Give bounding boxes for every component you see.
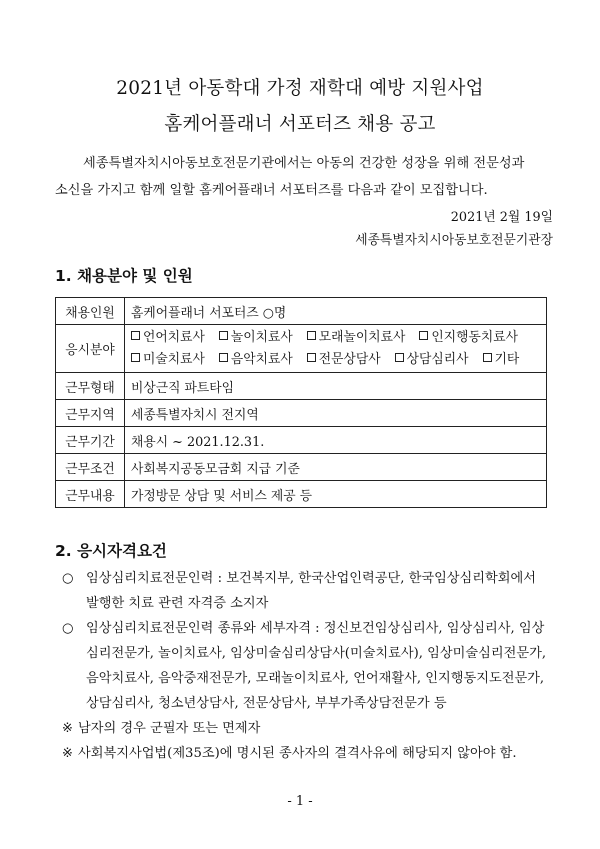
checkbox-icon [131,331,140,340]
table-row-duty [56,481,547,508]
table-row-period [56,427,547,454]
circle-bullet-icon: ○ [62,571,74,586]
checkbox-icon [307,353,316,362]
row-value: 가정방문 상담 및 서비스 제공 등 [125,481,547,508]
intro-paragraph [55,150,565,204]
row-label: 근무기간 [56,427,125,454]
field-options-row2 [131,349,546,371]
table-row-recruit [56,298,547,325]
row-value: 홈케어플래너 서포터즈 ○명 [125,298,547,325]
checkbox-icon [307,331,316,340]
checkbox-option[interactable]: 언어치료사 [131,327,205,349]
announcement-date: 2021년 2월 19일 [450,210,553,225]
document-title-line1: 2021년 아동학대 가정 재학대 예방 지원사업 [116,78,484,99]
note-text: 남자의 경우 군필자 또는 면제자 [78,721,261,736]
requirement-note [62,741,552,766]
field-options-row1 [131,327,546,349]
checkbox-icon [483,353,492,362]
checkbox-icon [419,331,428,340]
requirements-list [62,566,552,766]
checkbox-icon [219,353,228,362]
checkbox-option[interactable]: 미술치료사 [131,349,205,371]
checkbox-icon [131,353,140,362]
row-label: 응시분야 [56,325,125,373]
checkbox-icon [395,353,404,362]
row-value: 세종특별자치시 전지역 [125,400,547,427]
checkbox-option[interactable]: 기타 [483,349,520,371]
row-value: 채용시 ~ 2021.12.31. [125,427,547,454]
row-value: 사회복지공동모금회 지급 기준 [125,454,547,481]
row-label: 근무조건 [56,454,125,481]
checkbox-option[interactable]: 음악치료사 [219,349,293,371]
note-text: 사회복지사업법(제35조)에 명시된 종사자의 결격사유에 해당되지 않아야 함. [78,746,517,761]
page-number: - 1 - [287,794,313,809]
requirement-item [62,616,552,716]
field-options [125,325,547,373]
table-row-field [56,325,547,373]
row-label: 근무지역 [56,400,125,427]
requirement-note [62,716,552,741]
intro-line2: 소신을 가지고 함께 일할 홈케어플래너 서포터즈를 다음과 같이 모집합니다. [55,183,488,198]
requirement-text: 임상심리치료전문인력 종류와 세부자격 : 정신보건임상심리사, 임상심리사, 임상심리전문가, 놀이치료사, 임상미술심리상담사(미술치료사), 임상미술심리전문가, 음악치료사, 음악중재전문가, 모래놀이치료사, 언어재활사, 인지행동지도전문가, 상담심리사, 청소년상담사, 전문상담사, 부부가족상담전문가 등 [86,621,547,711]
organization-name: 세종특별자치시아동보호전문기관장 [355,233,553,248]
recruitment-table [55,297,547,508]
row-label: 근무내용 [56,481,125,508]
circle-bullet-icon: ○ [62,621,74,636]
section1-heading: 1. 채용분야 및 인원 [55,267,193,285]
checkbox-option[interactable]: 전문상담사 [307,349,381,371]
section2-heading: 2. 응시자격요건 [55,542,167,560]
requirement-item [62,566,552,616]
checkbox-option[interactable]: 상담심리사 [395,349,469,371]
row-value: 비상근직 파트타임 [125,373,547,400]
checkbox-option[interactable]: 모래놀이치료사 [307,327,406,349]
checkbox-icon [219,331,228,340]
table-row-type [56,373,547,400]
checkbox-option[interactable]: 인지행동치료사 [419,327,518,349]
table-row-condition [56,454,547,481]
intro-line1: 세종특별자치시아동보호전문기관에서는 아동의 건강한 성장을 위해 전문성과 [83,156,525,171]
document-title-line2: 홈케어플래너 서포터즈 채용 공고 [164,114,436,135]
row-label: 채용인원 [56,298,125,325]
requirement-text: 임상심리치료전문인력 : 보건복지부, 한국산업인력공단, 한국임상심리학회에서 발행한 치료 관련 자격증 소지자 [86,571,536,611]
row-label: 근무형태 [56,373,125,400]
reference-mark-icon: ※ [62,721,74,736]
reference-mark-icon: ※ [62,746,74,761]
table-row-area [56,400,547,427]
checkbox-option[interactable]: 놀이치료사 [219,327,293,349]
